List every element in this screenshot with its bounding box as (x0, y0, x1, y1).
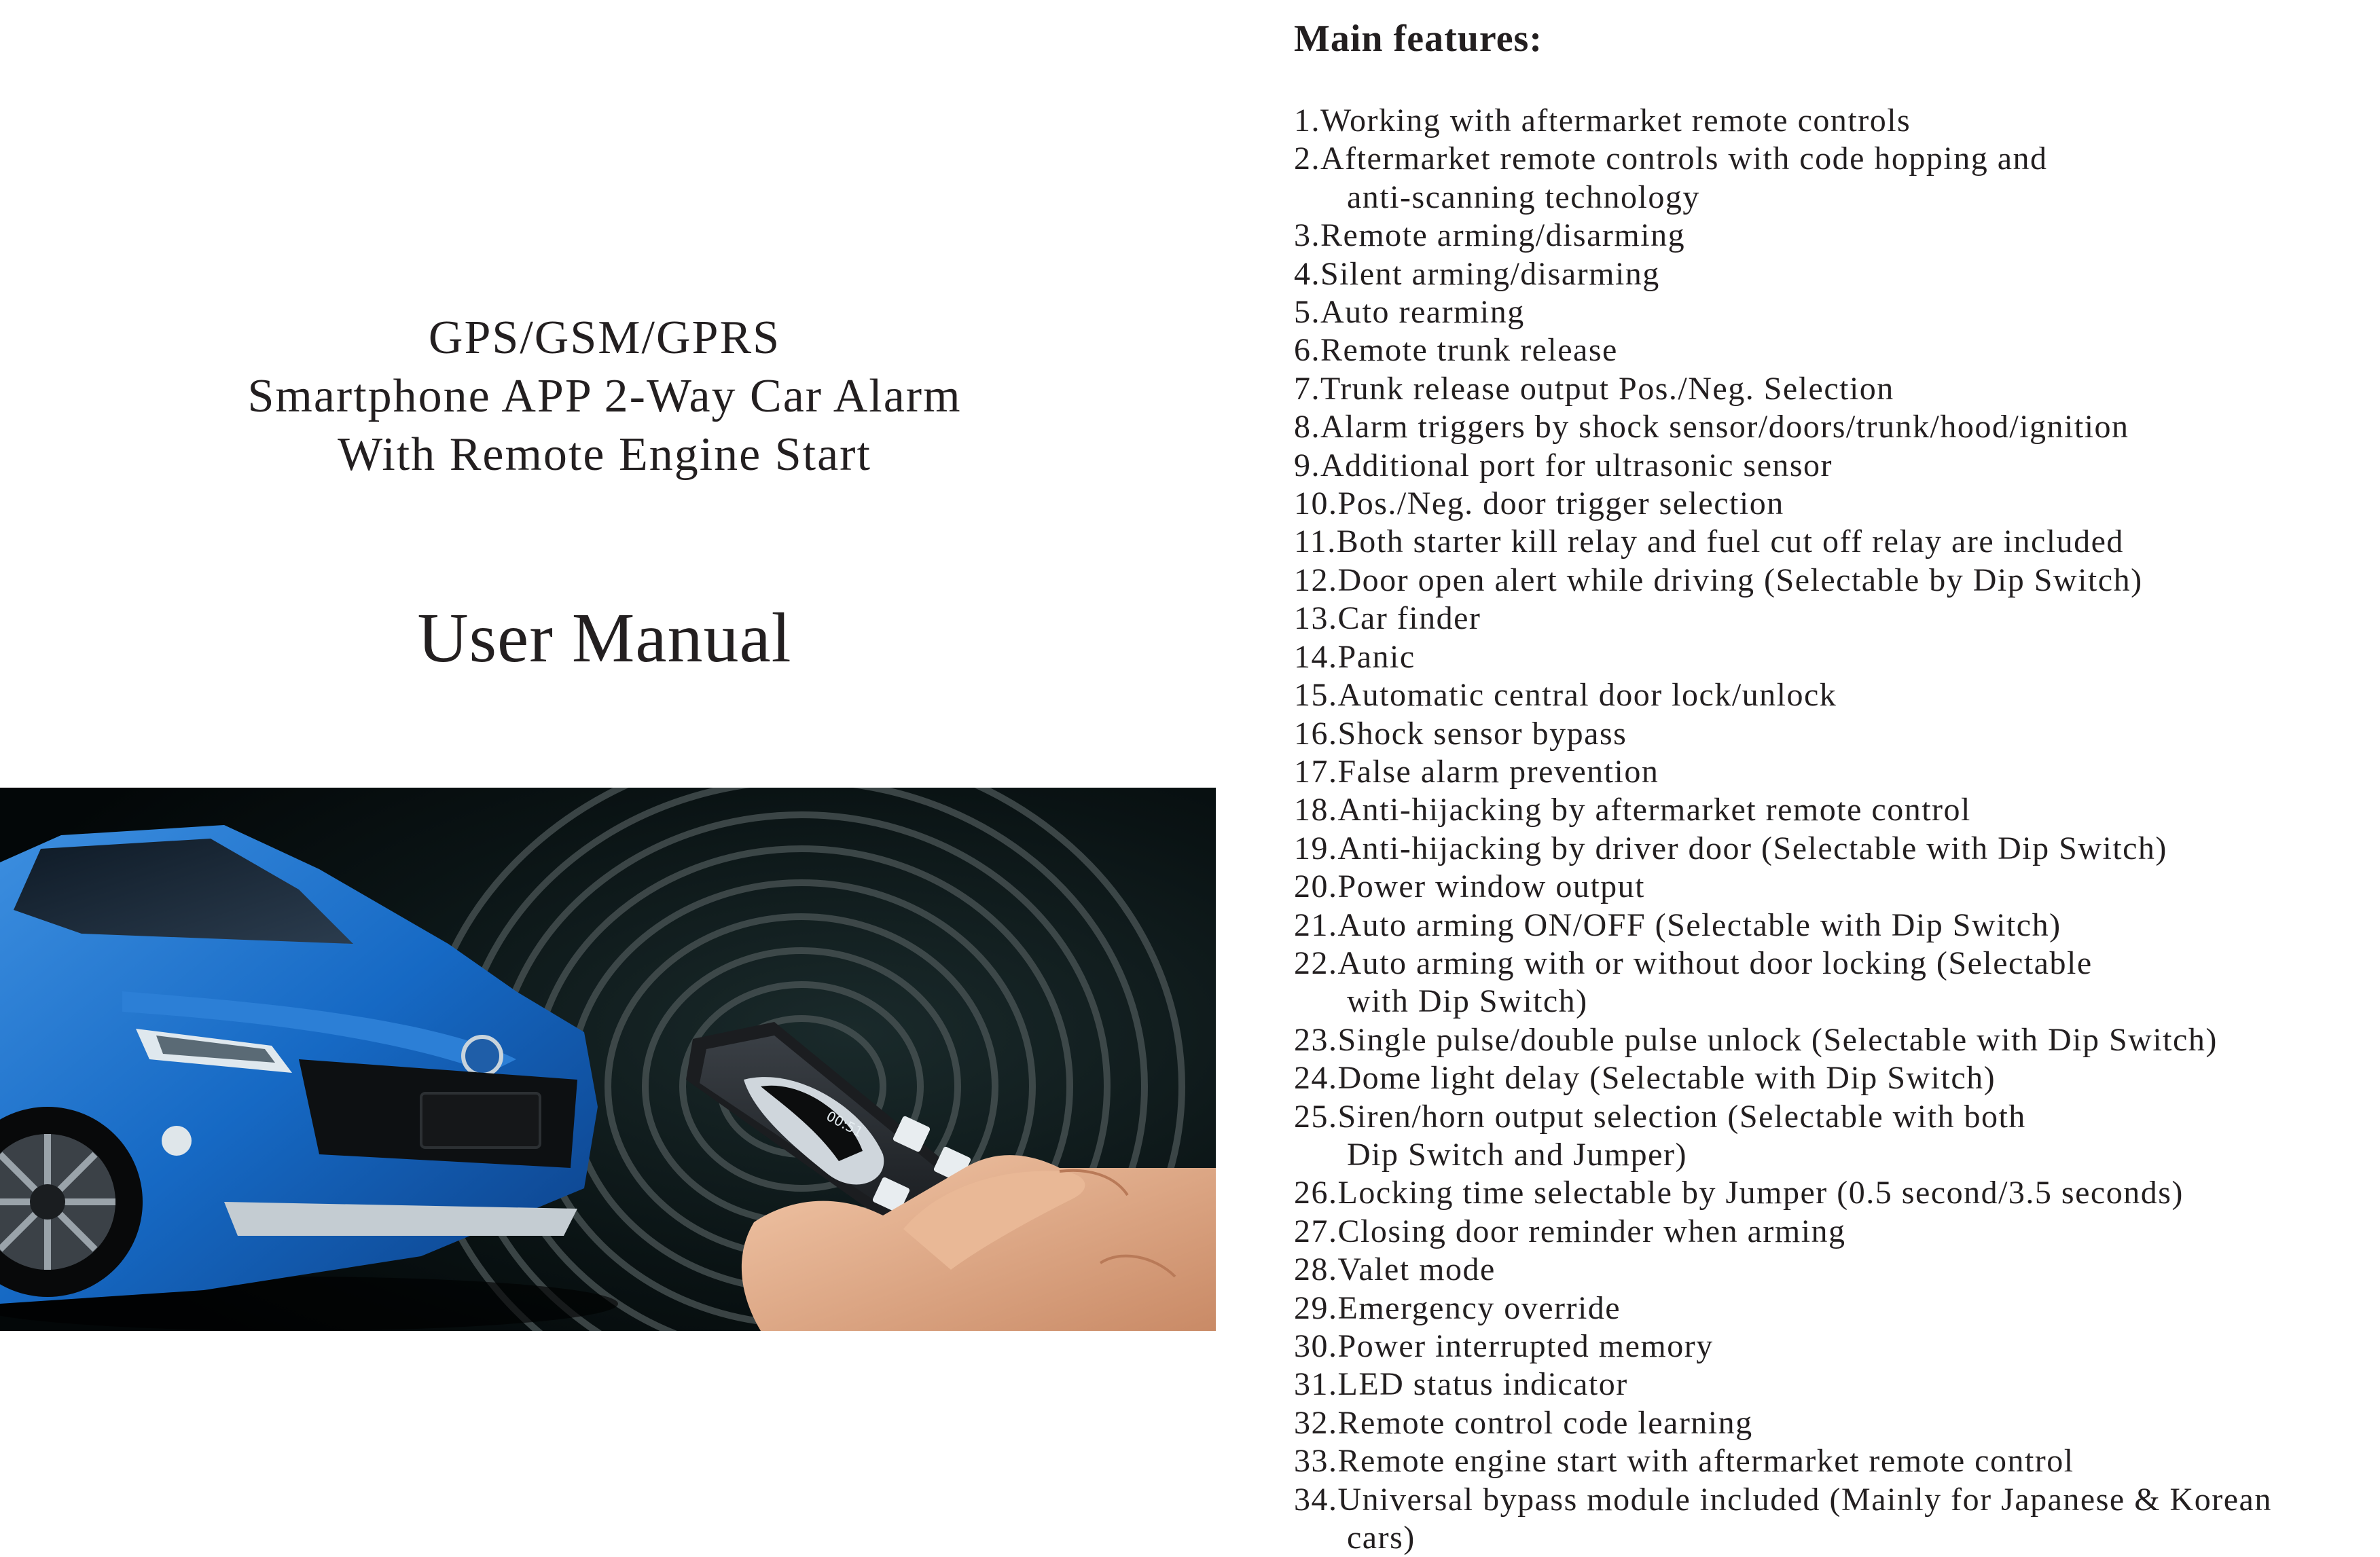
feature-item (1294, 523, 2374, 561)
feature-item (1294, 293, 2374, 331)
feature-text: 29.Emergency override (1294, 1289, 1621, 1326)
feature-item (1294, 638, 2374, 676)
feature-text: 27.Closing door reminder when arming (1294, 1213, 1846, 1249)
feature-item (1294, 1481, 2374, 1557)
feature-item (1294, 217, 2374, 255)
feature-text: 13.Car finder (1294, 600, 1481, 637)
feature-text: 15.Automatic central door lock/unlock (1294, 677, 1837, 714)
feature-item (1294, 715, 2374, 753)
feature-item (1294, 906, 2374, 945)
feature-text: 14.Panic (1294, 638, 1416, 675)
product-title-line-3: With Remote Engine Start (338, 428, 871, 481)
feature-text: 18.Anti-hijacking by aftermarket remote control (1294, 792, 1971, 828)
feature-item (1294, 1021, 2374, 1059)
feature-item (1294, 408, 2374, 446)
feature-text: 21.Auto arming ON/OFF (Selectable with Dip Switch) (1294, 906, 2061, 943)
feature-text: 34.Universal bypass module included (Mainly for Japanese & Korean (1294, 1481, 2272, 1518)
feature-text: 12.Door open alert while driving (Selectable by Dip Switch) (1294, 562, 2143, 598)
feature-item (1294, 1327, 2374, 1366)
feature-text: 25.Siren/horn output selection (Selectable with both (1294, 1098, 2026, 1135)
hero-image (0, 788, 1216, 1331)
feature-item (1294, 1366, 2374, 1404)
feature-text-continued: with Dip Switch) (1347, 983, 1588, 1020)
feature-text: 32.Remote control code learning (1294, 1404, 1753, 1441)
feature-text: 19.Anti-hijacking by driver door (Selectable with Dip Switch) (1294, 830, 2167, 866)
feature-item (1294, 945, 2374, 1021)
product-title (0, 309, 1209, 484)
feature-text: 2.Aftermarket remote controls with code hopping and (1294, 141, 2048, 177)
feature-item (1294, 791, 2374, 829)
feature-text: 1.Working with aftermarket remote controls (1294, 103, 1911, 139)
feature-text-continued: Dip Switch and Jumper) (1347, 1136, 1687, 1173)
feature-text: 7.Trunk release output Pos./Neg. Selection (1294, 370, 1894, 407)
feature-item (1294, 102, 2374, 140)
feature-item (1294, 868, 2374, 906)
product-title-line-1: GPS/GSM/GPRS (428, 312, 781, 364)
feature-item (1294, 1404, 2374, 1442)
features-list (1294, 102, 2374, 1557)
feature-item (1294, 1442, 2374, 1480)
feature-item (1294, 370, 2374, 408)
feature-item (1294, 676, 2374, 714)
feature-text-continued: anti-scanning technology (1347, 179, 1700, 215)
feature-text: 17.False alarm prevention (1294, 753, 1659, 790)
phone-clock-text: 00:51 (823, 1107, 866, 1141)
product-title-line-2: Smartphone APP 2-Way Car Alarm (247, 370, 962, 422)
feature-item (1294, 331, 2374, 369)
feature-item (1294, 485, 2374, 523)
feature-item (1294, 1213, 2374, 1251)
feature-text: 11.Both starter kill relay and fuel cut off relay are included (1294, 524, 2124, 560)
feature-text: 26.Locking time selectable by Jumper (0.5 second/3.5 seconds) (1294, 1175, 2184, 1211)
feature-item (1294, 140, 2374, 217)
feature-item (1294, 562, 2374, 600)
feature-text: 4.Silent arming/disarming (1294, 255, 1660, 292)
feature-item (1294, 1251, 2374, 1289)
feature-text: 16.Shock sensor bypass (1294, 715, 1627, 752)
feature-text: 33.Remote engine start with aftermarket remote control (1294, 1443, 2074, 1480)
feature-text: 28.Valet mode (1294, 1251, 1496, 1288)
feature-item (1294, 830, 2374, 868)
feature-item (1294, 600, 2374, 638)
features-heading: Main features: (1294, 18, 1543, 60)
feature-text: 30.Power interrupted memory (1294, 1328, 1714, 1364)
feature-text: 8.Alarm triggers by shock sensor/doors/trunk/hood/ignition (1294, 409, 2129, 445)
feature-item (1294, 1059, 2374, 1097)
features-page (1294, 0, 2374, 1556)
feature-item (1294, 753, 2374, 791)
feature-text: 6.Remote trunk release (1294, 332, 1618, 369)
feature-text: 31.LED status indicator (1294, 1366, 1628, 1403)
feature-text: 9.Additional port for ultrasonic sensor (1294, 447, 1833, 483)
manual-title: User Manual (417, 599, 792, 677)
feature-text: 20.Power window output (1294, 868, 1645, 905)
feature-item (1294, 1174, 2374, 1212)
feature-text-continued: cars) (1347, 1520, 1416, 1556)
feature-item (1294, 1289, 2374, 1327)
feature-text: 3.Remote arming/disarming (1294, 217, 1686, 254)
feature-item (1294, 447, 2374, 485)
feature-item (1294, 255, 2374, 293)
feature-text: 5.Auto rearming (1294, 294, 1525, 331)
feature-text: 24.Dome light delay (Selectable with Dip Switch) (1294, 1060, 1996, 1097)
feature-text: 23.Single pulse/double pulse unlock (Selectable with Dip Switch) (1294, 1021, 2218, 1058)
feature-text: 10.Pos./Neg. door trigger selection (1294, 486, 1784, 522)
feature-item (1294, 1098, 2374, 1175)
feature-text: 22.Auto arming with or without door locking (Selectable (1294, 945, 2093, 981)
